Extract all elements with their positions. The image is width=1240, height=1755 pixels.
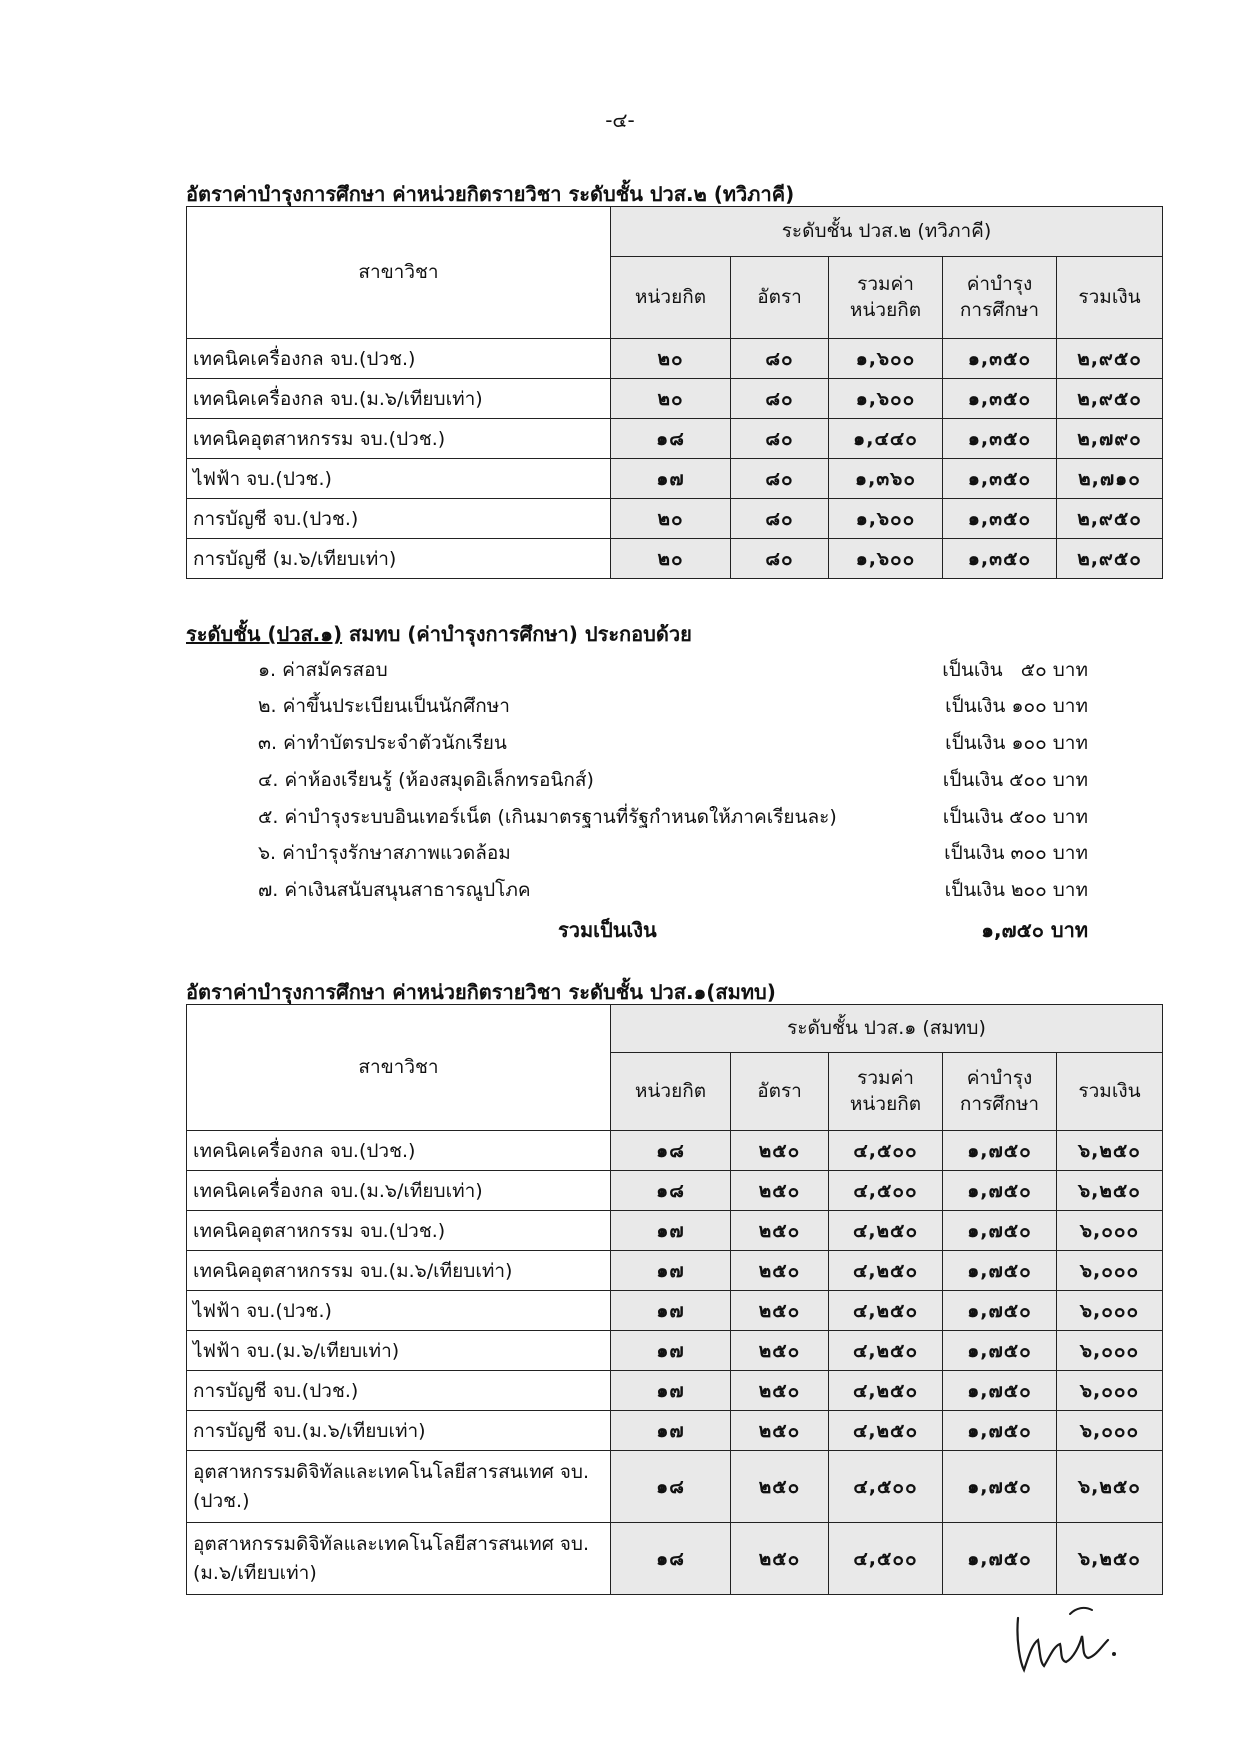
cell-credit: ๑๘ bbox=[611, 419, 731, 459]
fee-table-pvs2 bbox=[186, 206, 1163, 579]
cell-maintenance: ๑,๓๕๐ bbox=[943, 459, 1057, 499]
cell-maintenance: ๑,๗๕๐ bbox=[943, 1523, 1057, 1595]
cell-credit-total: ๑,๖๐๐ bbox=[829, 339, 943, 379]
cell-subject: การบัญชี จบ.(ม.๖/เทียบเท่า) bbox=[187, 1411, 611, 1451]
cell-maintenance: ๑,๓๕๐ bbox=[943, 339, 1057, 379]
cell-rate: ๒๕๐ bbox=[731, 1523, 829, 1595]
col-credit: หน่วยกิต bbox=[611, 257, 731, 339]
cell-subject: เทคนิคเครื่องกล จบ.(ปวช.) bbox=[187, 339, 611, 379]
col-maintenance: ค่าบำรุง การศึกษา bbox=[943, 257, 1057, 339]
table-row bbox=[187, 1331, 1163, 1371]
cell-credit: ๑๗ bbox=[611, 1251, 731, 1291]
table-row bbox=[187, 1411, 1163, 1451]
list-item: ๓. ค่าทำบัตรประจำตัวนักเรียน เป็นเงิน ๑๐๐ บาท bbox=[258, 732, 1088, 754]
cell-total: ๒,๗๑๐ bbox=[1057, 459, 1163, 499]
col-rate: อัตรา bbox=[731, 257, 829, 339]
cell-credit-total: ๑,๖๐๐ bbox=[829, 379, 943, 419]
cell-subject: เทคนิคเครื่องกล จบ.(ม.๖/เทียบเท่า) bbox=[187, 1171, 611, 1211]
cell-credit: ๑๘ bbox=[611, 1523, 731, 1595]
table-row bbox=[187, 1371, 1163, 1411]
cell-maintenance: ๑,๓๕๐ bbox=[943, 499, 1057, 539]
total-label: รวมเป็นเงิน bbox=[558, 918, 657, 942]
cell-credit: ๑๗ bbox=[611, 1411, 731, 1451]
cell-credit: ๑๘ bbox=[611, 1171, 731, 1211]
page-number: -๔- bbox=[605, 108, 635, 132]
cell-credit-total: ๑,๖๐๐ bbox=[829, 539, 943, 579]
cell-total: ๖,๐๐๐ bbox=[1057, 1331, 1163, 1371]
table1-title: อัตราค่าบำรุงการศึกษา ค่าหน่วยกิตรายวิชา ระดับชั้น ปวส.๒ (ทวิภาคี) bbox=[186, 182, 795, 206]
cell-credit: ๒๐ bbox=[611, 339, 731, 379]
cell-total: ๒,๙๕๐ bbox=[1057, 379, 1163, 419]
cell-credit-total: ๔,๕๐๐ bbox=[829, 1523, 943, 1595]
cell-total: ๒,๗๙๐ bbox=[1057, 419, 1163, 459]
cell-subject: ไฟฟ้า จบ.(ปวช.) bbox=[187, 1291, 611, 1331]
cell-credit-total: ๑,๔๔๐ bbox=[829, 419, 943, 459]
cell-subject: เทคนิคเครื่องกล จบ.(ม.๖/เทียบเท่า) bbox=[187, 379, 611, 419]
cell-total: ๖,๒๕๐ bbox=[1057, 1451, 1163, 1523]
table-row bbox=[187, 1211, 1163, 1251]
cell-subject: เทคนิคเครื่องกล จบ.(ปวช.) bbox=[187, 1131, 611, 1171]
cell-total: ๖,๐๐๐ bbox=[1057, 1411, 1163, 1451]
cell-subject: การบัญชี (ม.๖/เทียบเท่า) bbox=[187, 539, 611, 579]
list-item: ๕. ค่าบำรุงระบบอินเทอร์เน็ต (เกินมาตรฐานที่รัฐกำหนดให้ภาคเรียนละ) เป็นเงิน ๕๐๐ บาท bbox=[258, 806, 1088, 828]
cell-rate: ๒๕๐ bbox=[731, 1331, 829, 1371]
cell-credit: ๑๗ bbox=[611, 1211, 731, 1251]
cell-maintenance: ๑,๗๕๐ bbox=[943, 1371, 1057, 1411]
col-total: รวมเงิน bbox=[1057, 257, 1163, 339]
col-total: รวมเงิน bbox=[1057, 1053, 1163, 1131]
cell-rate: ๒๕๐ bbox=[731, 1131, 829, 1171]
total-amount: ๑,๗๕๐ บาท bbox=[981, 918, 1088, 942]
cell-maintenance: ๑,๗๕๐ bbox=[943, 1411, 1057, 1451]
cell-maintenance: ๑,๗๕๐ bbox=[943, 1291, 1057, 1331]
cell-credit: ๑๗ bbox=[611, 459, 731, 499]
table-row bbox=[187, 419, 1163, 459]
cell-credit: ๑๗ bbox=[611, 1371, 731, 1411]
cell-credit: ๑๘ bbox=[611, 1451, 731, 1523]
cell-credit-total: ๔,๕๐๐ bbox=[829, 1171, 943, 1211]
table-row bbox=[187, 539, 1163, 579]
cell-maintenance: ๑,๓๕๐ bbox=[943, 539, 1057, 579]
list-item: ๖. ค่าบำรุงรักษาสภาพแวดล้อม เป็นเงิน ๓๐๐ บาท bbox=[258, 842, 1088, 864]
cell-credit-total: ๑,๖๐๐ bbox=[829, 499, 943, 539]
cell-total: ๖,๐๐๐ bbox=[1057, 1291, 1163, 1331]
fee-table-pvs1 bbox=[186, 1004, 1163, 1595]
table-row bbox=[187, 379, 1163, 419]
cell-rate: ๘๐ bbox=[731, 379, 829, 419]
cell-subject: การบัญชี จบ.(ปวช.) bbox=[187, 499, 611, 539]
cell-maintenance: ๑,๗๕๐ bbox=[943, 1251, 1057, 1291]
table-row bbox=[187, 1523, 1163, 1595]
cell-total: ๒,๙๕๐ bbox=[1057, 339, 1163, 379]
col-rate: อัตรา bbox=[731, 1053, 829, 1131]
cell-total: ๖,๐๐๐ bbox=[1057, 1251, 1163, 1291]
cell-credit-total: ๔,๒๕๐ bbox=[829, 1291, 943, 1331]
table-row bbox=[187, 1171, 1163, 1211]
cell-rate: ๘๐ bbox=[731, 419, 829, 459]
table-row bbox=[187, 1451, 1163, 1523]
col-credit: หน่วยกิต bbox=[611, 1053, 731, 1131]
list-item: ๔. ค่าห้องเรียนรู้ (ห้องสมุดอิเล็กทรอนิกส์) เป็นเงิน ๕๐๐ บาท bbox=[258, 769, 1088, 791]
cell-credit-total: ๔,๒๕๐ bbox=[829, 1411, 943, 1451]
cell-total: ๖,๒๕๐ bbox=[1057, 1523, 1163, 1595]
cell-credit-total: ๔,๕๐๐ bbox=[829, 1131, 943, 1171]
cell-subject: เทคนิคอุตสาหกรรม จบ.(ปวช.) bbox=[187, 1211, 611, 1251]
cell-rate: ๒๕๐ bbox=[731, 1371, 829, 1411]
cell-credit-total: ๔,๒๕๐ bbox=[829, 1371, 943, 1411]
cell-rate: ๒๕๐ bbox=[731, 1451, 829, 1523]
cell-credit: ๒๐ bbox=[611, 539, 731, 579]
cell-rate: ๘๐ bbox=[731, 339, 829, 379]
cell-credit-total: ๔,๒๕๐ bbox=[829, 1251, 943, 1291]
cell-subject: อุตสาหกรรมดิจิทัลและเทคโนโลยีสารสนเทศ จบ.(ปวช.) bbox=[187, 1451, 611, 1523]
table2-title: อัตราค่าบำรุงการศึกษา ค่าหน่วยกิตรายวิชา ระดับชั้น ปวส.๑(สมทบ) bbox=[186, 980, 776, 1004]
cell-maintenance: ๑,๗๕๐ bbox=[943, 1211, 1057, 1251]
cell-credit: ๑๗ bbox=[611, 1331, 731, 1371]
cell-total: ๒,๙๕๐ bbox=[1057, 539, 1163, 579]
cell-maintenance: ๑,๓๕๐ bbox=[943, 419, 1057, 459]
list-item: ๒. ค่าขึ้นประเบียนเป็นนักศึกษา เป็นเงิน ๑๐๐ บาท bbox=[258, 695, 1088, 717]
cell-rate: ๒๕๐ bbox=[731, 1211, 829, 1251]
cell-credit: ๒๐ bbox=[611, 499, 731, 539]
cell-credit-total: ๑,๓๖๐ bbox=[829, 459, 943, 499]
header-level-group: ระดับชั้น ปวส.๒ (ทวิภาคี) bbox=[611, 207, 1163, 257]
list-item: ๗. ค่าเงินสนับสนุนสาธารณูปโภค เป็นเงิน ๒๐๐ บาท bbox=[258, 879, 1088, 901]
list-item: ๑. ค่าสมัครสอบ เป็นเงิน ๕๐ บาท bbox=[258, 659, 1088, 681]
table-row bbox=[187, 1251, 1163, 1291]
cell-maintenance: ๑,๗๕๐ bbox=[943, 1171, 1057, 1211]
cell-credit-total: ๔,๒๕๐ bbox=[829, 1211, 943, 1251]
cell-maintenance: ๑,๓๕๐ bbox=[943, 379, 1057, 419]
cell-subject: การบัญชี จบ.(ปวช.) bbox=[187, 1371, 611, 1411]
cell-credit-total: ๔,๕๐๐ bbox=[829, 1451, 943, 1523]
table-row bbox=[187, 1291, 1163, 1331]
cell-total: ๖,๐๐๐ bbox=[1057, 1211, 1163, 1251]
table-row bbox=[187, 1131, 1163, 1171]
cell-maintenance: ๑,๗๕๐ bbox=[943, 1331, 1057, 1371]
cell-rate: ๘๐ bbox=[731, 499, 829, 539]
header-level-group: ระดับชั้น ปวส.๑ (สมทบ) bbox=[611, 1005, 1163, 1053]
cell-total: ๒,๙๕๐ bbox=[1057, 499, 1163, 539]
header-subject: สาขาวิชา bbox=[187, 1005, 611, 1131]
cell-credit: ๑๘ bbox=[611, 1131, 731, 1171]
table-row bbox=[187, 499, 1163, 539]
cell-credit-total: ๔,๒๕๐ bbox=[829, 1331, 943, 1371]
cell-maintenance: ๑,๗๕๐ bbox=[943, 1131, 1057, 1171]
cell-subject: อุตสาหกรรมดิจิทัลและเทคโนโลยีสารสนเทศ จบ.(ม.๖/เทียบเท่า) bbox=[187, 1523, 611, 1595]
cell-rate: ๒๕๐ bbox=[731, 1411, 829, 1451]
cell-total: ๖,๐๐๐ bbox=[1057, 1371, 1163, 1411]
col-credit-total: รวมค่า หน่วยกิต bbox=[829, 1053, 943, 1131]
col-credit-total: รวมค่า หน่วยกิต bbox=[829, 257, 943, 339]
col-maintenance: ค่าบำรุง การศึกษา bbox=[943, 1053, 1057, 1131]
table-row bbox=[187, 339, 1163, 379]
cell-rate: ๘๐ bbox=[731, 459, 829, 499]
cell-rate: ๘๐ bbox=[731, 539, 829, 579]
cell-credit: ๒๐ bbox=[611, 379, 731, 419]
cell-rate: ๒๕๐ bbox=[731, 1251, 829, 1291]
cell-total: ๖,๒๕๐ bbox=[1057, 1171, 1163, 1211]
cell-subject: เทคนิคอุตสาหกรรม จบ.(ม.๖/เทียบเท่า) bbox=[187, 1251, 611, 1291]
signature-mark bbox=[1010, 1600, 1120, 1680]
cell-rate: ๒๕๐ bbox=[731, 1291, 829, 1331]
cell-total: ๖,๒๕๐ bbox=[1057, 1131, 1163, 1171]
cell-maintenance: ๑,๗๕๐ bbox=[943, 1451, 1057, 1523]
cell-subject: ไฟฟ้า จบ.(ม.๖/เทียบเท่า) bbox=[187, 1331, 611, 1371]
cell-subject: ไฟฟ้า จบ.(ปวช.) bbox=[187, 459, 611, 499]
cell-subject: เทคนิคอุตสาหกรรม จบ.(ปวช.) bbox=[187, 419, 611, 459]
header-subject: สาขาวิชา bbox=[187, 207, 611, 339]
cell-credit: ๑๗ bbox=[611, 1291, 731, 1331]
cell-rate: ๒๕๐ bbox=[731, 1171, 829, 1211]
table-row bbox=[187, 459, 1163, 499]
section-heading: ระดับชั้น (ปวส.๑) สมทบ (ค่าบำรุงการศึกษา) ประกอบด้วย bbox=[186, 622, 692, 646]
